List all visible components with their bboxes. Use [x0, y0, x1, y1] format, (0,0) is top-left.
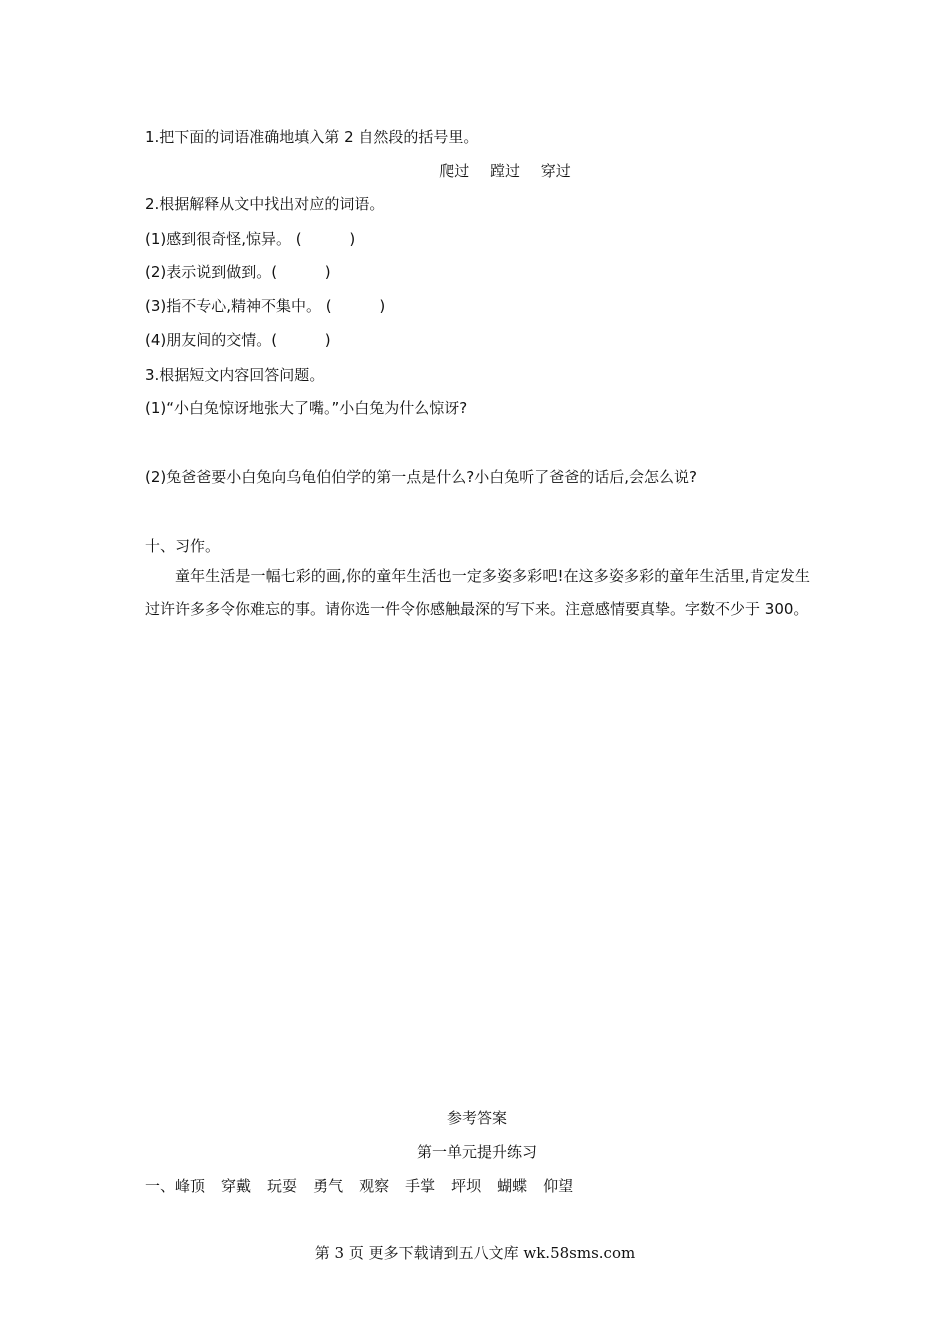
page-footer: 第 3 页 更多下载请到五八文库 wk.58sms.com [314, 1244, 636, 1262]
question-2-item: (4)朋友间的交情。( ) [145, 331, 331, 349]
question-3-item: (1)“小白兔惊讶地张大了嘴。”小白兔为什么惊讶? [145, 399, 468, 417]
word-bank-item: 爬过 [439, 162, 470, 180]
question-2-item: (2)表示说到做到。( ) [145, 263, 331, 281]
answer-word: 玩耍 [267, 1177, 298, 1195]
answer-word: 穿戴 [221, 1177, 252, 1195]
question-3-title: 3.根据短文内容回答问题。 [145, 366, 325, 384]
answer-word: 仰望 [543, 1177, 574, 1195]
answer-word: 勇气 [313, 1177, 344, 1195]
answers-line-prefix: 一、 [145, 1177, 176, 1195]
question-2-title: 2.根据解释从文中找出对应的词语。 [145, 195, 385, 213]
question-1-title: 1.把下面的词语准确地填入第 2 自然段的括号里。 [145, 128, 479, 146]
word-bank [30, 161, 950, 181]
answers-line [145, 1176, 589, 1196]
answers-title: 参考答案 [446, 1109, 507, 1127]
answer-word: 蝴蝶 [497, 1177, 528, 1195]
answer-word: 观察 [359, 1177, 390, 1195]
answer-word: 峰顶 [175, 1177, 206, 1195]
answers-subtitle: 第一单元提升练习 [416, 1143, 537, 1161]
section-10-paragraph: 童年生活是一幅七彩的画,你的童年生活也一定多姿多彩吧!在这多姿多彩的童年生活里,肯定发生过许许多多令你难忘的事。请你选一件令你感触最深的写下来。注意感情要真挚。字数不少于 300。 [145, 567, 810, 618]
word-bank-item: 蹚过 [489, 162, 520, 180]
answer-word: 手掌 [405, 1177, 436, 1195]
question-3-item: (2)兔爸爸要小白兔向乌龟伯伯学的第一点是什么?小白兔听了爸爸的话后,会怎么说? [145, 468, 697, 486]
question-2-item: (3)指不专心,精神不集中。 ( ) [145, 297, 386, 315]
section-10-heading: 十、习作。 [145, 537, 221, 555]
word-bank-item: 穿过 [540, 162, 571, 180]
question-2-item: (1)感到很奇怪,惊异。 ( ) [145, 230, 356, 248]
answer-word: 坪坝 [451, 1177, 482, 1195]
